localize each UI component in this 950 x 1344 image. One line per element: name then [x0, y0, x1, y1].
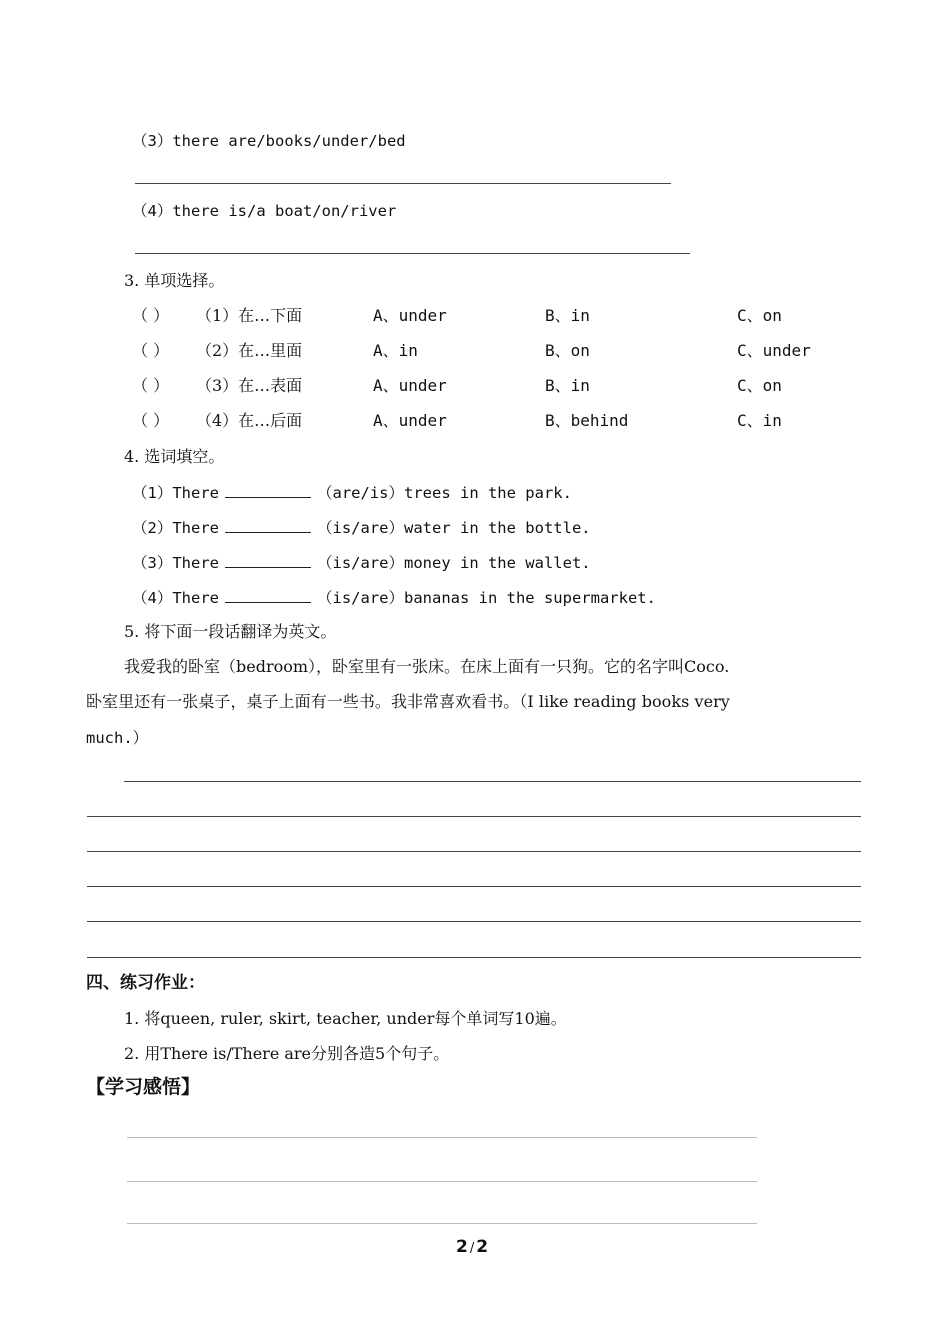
fill-blank[interactable]	[225, 516, 311, 533]
option-a: A、under	[373, 306, 447, 325]
question-text: （3）在…表面	[196, 376, 303, 395]
fill-item-post: （is/are）money in the wallet.	[317, 554, 591, 572]
reflection-line[interactable]	[127, 1137, 757, 1138]
sentence-item-4: （4）there is/a boat/on/river	[132, 202, 397, 220]
translation-line-3: much.）	[86, 729, 149, 747]
writing-line[interactable]	[87, 921, 861, 922]
homework-item-1: 1. 将queen, ruler, skirt, teacher, under每个单词写10遍。	[124, 1009, 567, 1028]
reflection-title: 【学习感悟】	[86, 1076, 201, 1098]
reflection-line[interactable]	[127, 1181, 757, 1182]
section-5-title: 5. 将下面一段话翻译为英文。	[124, 622, 337, 641]
translation-line-1: 我爱我的卧室（bedroom），卧室里有一张床。在床上面有一只狗。它的名字叫Coco.	[124, 657, 730, 676]
fill-item-post: （is/are）bananas in the supermarket.	[317, 589, 656, 607]
answer-paren[interactable]: （ ）	[132, 411, 170, 430]
page-separator: /	[469, 1241, 475, 1256]
question-text: （2）在…里面	[196, 341, 303, 360]
homework-item-2: 2. 用There is/There are分别各造5个句子。	[124, 1044, 450, 1063]
section-3-title: 3. 单项选择。	[124, 271, 225, 290]
reflection-line[interactable]	[127, 1223, 757, 1224]
question-text: （1）在…下面	[196, 306, 303, 325]
option-c: C、on	[737, 376, 782, 395]
option-a: A、in	[373, 341, 418, 360]
fill-item-post: （are/is）trees in the park.	[317, 484, 572, 502]
option-b: B、in	[545, 376, 590, 395]
writing-line[interactable]	[87, 886, 861, 887]
answer-paren[interactable]: （ ）	[132, 341, 170, 360]
fill-item-pre: （4）There	[132, 589, 219, 607]
fill-item-pre: （1）There	[132, 484, 219, 502]
writing-line[interactable]	[124, 781, 861, 782]
answer-paren[interactable]: （ ）	[132, 306, 170, 325]
option-b: B、on	[545, 341, 590, 360]
choice-row	[0, 375, 950, 397]
fill-item	[132, 481, 572, 504]
writing-line[interactable]	[87, 816, 861, 817]
answer-line[interactable]	[135, 253, 690, 254]
fill-item	[132, 516, 591, 539]
fill-item-pre: （2）There	[132, 519, 219, 537]
page-total: 2	[476, 1237, 489, 1257]
option-b: B、in	[545, 306, 590, 325]
sentence-item-3: （3）there are/books/under/bed	[132, 132, 406, 150]
page-number	[456, 1236, 488, 1260]
question-text: （4）在…后面	[196, 411, 303, 430]
translation-line-2: 卧室里还有一张桌子，桌子上面有一些书。我非常喜欢看书。（I like reading books very	[86, 692, 730, 711]
homework-title: 四、练习作业：	[86, 973, 205, 993]
choice-row	[0, 410, 950, 432]
fill-item	[132, 551, 591, 574]
answer-paren[interactable]: （ ）	[132, 376, 170, 395]
fill-blank[interactable]	[225, 481, 311, 498]
fill-blank[interactable]	[225, 586, 311, 603]
option-c: C、under	[737, 341, 811, 360]
writing-line[interactable]	[87, 957, 861, 958]
section-4-title: 4. 选词填空。	[124, 447, 225, 466]
option-c: C、in	[737, 411, 782, 430]
answer-line[interactable]	[135, 183, 671, 184]
fill-item-pre: （3）There	[132, 554, 219, 572]
choice-row	[0, 305, 950, 327]
page-current: 2	[456, 1237, 468, 1257]
fill-item	[132, 586, 656, 609]
option-b: B、behind	[545, 411, 629, 430]
option-a: A、under	[373, 376, 447, 395]
choice-row	[0, 340, 950, 362]
option-a: A、under	[373, 411, 447, 430]
option-c: C、on	[737, 306, 782, 325]
fill-blank[interactable]	[225, 551, 311, 568]
writing-line[interactable]	[87, 851, 861, 852]
fill-item-post: （is/are）water in the bottle.	[317, 519, 591, 537]
